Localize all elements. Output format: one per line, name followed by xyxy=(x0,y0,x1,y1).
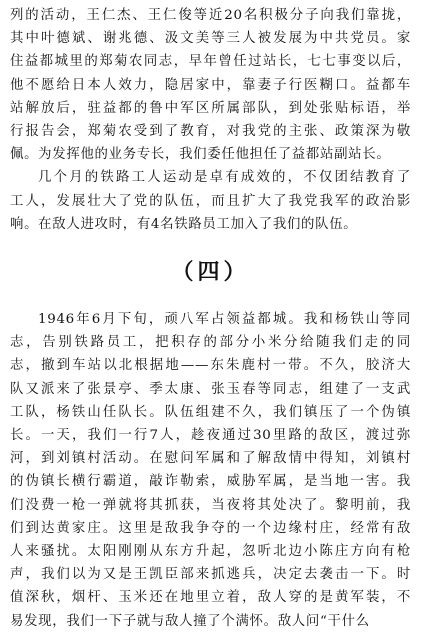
text-line: 工人，发展壮大了党的队伍，而且扩大了我党我军的政治影 xyxy=(10,193,411,209)
text-line: 站解放后，驻益都的鲁中军区所属部队，到处张贴标语，举 xyxy=(10,100,411,116)
text-line: 值深秋，烟杆、玉米还在地里立着，敌人穿的是黄军装，不 xyxy=(10,590,411,606)
text-line: 易发现，我们一下子就与敌人撞了个满怀。敌人问“干什么 xyxy=(10,613,370,629)
section-heading: （四） xyxy=(171,259,250,286)
text-line: 队又派来了张景亭、季太康、张玉春等同志，组建了一支武 xyxy=(10,381,411,397)
text-line: 志，撤到车站以北根据地——东朱鹿村一带。不久，胶济大 xyxy=(10,358,411,374)
text-line: 他不愿给日本人效力，隐居家中，靠妻子行医糊口。益都车 xyxy=(10,77,411,93)
text-line: 人来骚扰。太阳刚刚从东方升起，忽听北边小陈庄方向有枪 xyxy=(10,544,411,560)
text-line: 列的活动，王仁杰、王仁俊等近20名积极分子向我们靠拢， xyxy=(10,8,411,23)
paragraph xyxy=(10,4,411,166)
text-line: 长。一天，我们一行7人，趁夜通过30里路的敌区，渡过弥 xyxy=(10,428,411,444)
text-line: 们没费一枪一弹就将其抓获，当夜将其处决了。黎明前，我 xyxy=(10,497,411,513)
paragraph xyxy=(10,308,411,633)
text-line: 的伪镇长横行霸道，敲诈勒索，威胁军属，是当地一害。我 xyxy=(10,474,411,490)
text-line: 工队，杨铁山任队长。队伍组建不久，我们镇压了一个伪镇 xyxy=(10,404,411,420)
text-line: 行报告会，郑菊农受到了教育，对我党的主张、政策深为敬 xyxy=(10,124,411,140)
body-text-bottom xyxy=(10,308,411,633)
body-text-top xyxy=(10,4,411,236)
text-line: 佩。为发挥他的业务专长，我们委任他担任了益都站副站长。 xyxy=(10,147,391,163)
text-line: 们到达黄家庄。这里是敌我争夺的一个边缘村庄，经常有敌 xyxy=(10,520,411,536)
text-line: 响。在敌人进攻时，有4名铁路员工加入了我们的队伍。 xyxy=(10,216,358,232)
text-line: 几个月的铁路工人运动是卓有成效的，不仅团结教育了 xyxy=(38,170,411,186)
text-line: 住益都城里的郑菊农同志，早年曾任过站长，七七事变以后， xyxy=(10,54,411,70)
text-line: 声，我们以为又是王凯臣部来抓逃兵，决定去袭击一下。时 xyxy=(10,567,411,583)
text-line: 河，到刘镇村活动。在慰问军属和了解敌情中得知，刘镇村 xyxy=(10,451,411,467)
text-line: 1946年6月下旬，顽八军占领益都城。我和杨铁山等同 xyxy=(38,312,411,328)
text-line: 志，告别铁路员工，把积存的部分小米分给随我们走的同 xyxy=(10,335,411,351)
text-line: 其中叶德斌、谢兆德、汲文美等三人被发展为中共党员。家 xyxy=(10,31,411,47)
paragraph xyxy=(10,166,411,236)
